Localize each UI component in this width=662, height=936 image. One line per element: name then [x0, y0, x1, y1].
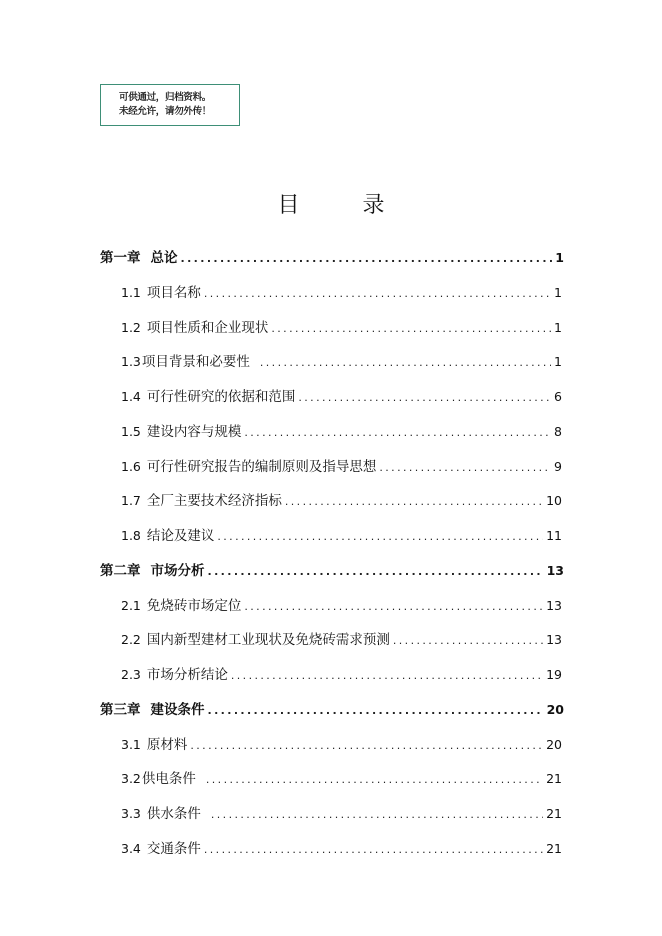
toc-entry-page: 20 — [546, 737, 562, 752]
toc-entry-chapter-1[interactable] — [100, 246, 564, 268]
toc-entry-label: 免烧砖市场定位 — [146, 598, 242, 614]
toc-entry-1-7[interactable] — [121, 489, 562, 511]
toc-entry-number: 3.2 — [121, 771, 141, 786]
toc-entry-number: 3.4 — [121, 841, 141, 856]
toc-entry-page: 1 — [554, 320, 562, 335]
toc-entry-page: 6 — [554, 389, 562, 404]
toc-entry-page: 10 — [546, 493, 562, 508]
toc-dot-leader — [204, 287, 551, 300]
toc-entry-1-5[interactable] — [121, 420, 562, 442]
toc-entry-label: 建设内容与规模 — [146, 424, 242, 440]
toc-entry-label: 供电条件 — [141, 771, 196, 787]
toc-dot-leader — [208, 704, 544, 717]
toc-entry-label: 国内新型建材工业现状及免烧砖需求预测 — [146, 632, 390, 648]
toc-entry-page: 13 — [546, 632, 562, 647]
toc-entry-number: 第二章 — [100, 563, 141, 579]
toc-entry-label: 项目名称 — [146, 285, 201, 301]
toc-entry-label: 全厂主要技术经济指标 — [146, 493, 282, 509]
toc-entry-2-2[interactable] — [121, 628, 562, 650]
toc-entry-number: 2.3 — [121, 667, 141, 682]
toc-entry-page: 11 — [546, 528, 562, 543]
toc-entry-label: 原材料 — [146, 737, 188, 753]
toc-dot-leader — [181, 252, 553, 265]
toc-dot-leader — [393, 634, 543, 647]
toc-entry-label: 交通条件 — [146, 841, 201, 857]
toc-entry-page: 9 — [554, 459, 562, 474]
toc-entry-number: 1.6 — [121, 459, 141, 474]
toc-dot-leader — [217, 530, 543, 543]
toc-entry-label: 结论及建议 — [146, 528, 215, 544]
toc-dot-leader — [190, 739, 543, 752]
confidential-stamp — [100, 84, 240, 126]
toc-entry-label: 项目背景和必要性 — [141, 354, 250, 370]
toc-entry-number: 1.3 — [121, 354, 141, 369]
toc-entry-1-4[interactable] — [121, 385, 562, 407]
toc-entry-number: 3.1 — [121, 737, 141, 752]
toc-dot-leader — [244, 426, 551, 439]
toc-entry-3-1[interactable] — [121, 733, 562, 755]
toc-entry-number: 1.8 — [121, 528, 141, 543]
stamp-line-2: 未经允许，请勿外传！ — [119, 106, 212, 117]
toc-entry-number: 3.3 — [121, 806, 141, 821]
toc-entry-chapter-2[interactable] — [100, 559, 564, 581]
toc-entry-1-8[interactable] — [121, 524, 562, 546]
toc-dot-leader — [260, 356, 551, 369]
toc-entry-label: 可行性研究报告的编制原则及指导思想 — [146, 459, 377, 475]
toc-entry-1-1[interactable] — [121, 281, 562, 303]
toc-title: 目 录 — [277, 193, 413, 218]
toc-entry-page: 13 — [546, 563, 564, 578]
toc-dot-leader — [204, 843, 543, 856]
toc-entry-number: 1.2 — [121, 320, 141, 335]
toc-entry-number: 2.1 — [121, 598, 141, 613]
toc-entry-number: 2.2 — [121, 632, 141, 647]
toc-entry-label: 项目性质和企业现状 — [146, 320, 269, 336]
toc-dot-leader — [379, 461, 551, 474]
toc-dot-leader — [298, 391, 551, 404]
toc-dot-leader — [206, 773, 543, 786]
toc-entry-number: 1.1 — [121, 285, 141, 300]
toc-entry-number: 1.7 — [121, 493, 141, 508]
toc-entry-1-6[interactable] — [121, 455, 562, 477]
toc-dot-leader — [231, 669, 543, 682]
toc-entry-page: 1 — [554, 285, 562, 300]
toc-dot-leader — [208, 565, 544, 578]
toc-dot-leader — [285, 495, 543, 508]
toc-dot-leader — [211, 808, 543, 821]
toc-entry-page: 1 — [555, 250, 564, 265]
toc-entry-label: 建设条件 — [150, 702, 205, 718]
toc-entry-1-3[interactable] — [121, 350, 562, 372]
toc-entry-number: 1.5 — [121, 424, 141, 439]
toc-entry-2-1[interactable] — [121, 594, 562, 616]
toc-entry-label: 总论 — [150, 250, 178, 266]
toc-dot-leader — [244, 600, 543, 613]
toc-entry-label: 市场分析 — [150, 563, 205, 579]
toc-entry-page: 20 — [546, 702, 564, 717]
stamp-line-1: 可供通过，归档资料。 — [119, 92, 212, 103]
toc-entry-label: 市场分析结论 — [146, 667, 228, 683]
toc-dot-leader — [271, 322, 551, 335]
toc-entry-1-2[interactable] — [121, 316, 562, 338]
toc-entry-label: 可行性研究的依据和范围 — [146, 389, 296, 405]
toc-entry-3-3[interactable] — [121, 802, 562, 824]
toc-entry-chapter-3[interactable] — [100, 698, 564, 720]
toc-entry-2-3[interactable] — [121, 663, 562, 685]
toc-entry-number: 第一章 — [100, 250, 141, 266]
toc-entry-page: 13 — [546, 598, 562, 613]
toc-entry-page: 21 — [546, 806, 562, 821]
toc-entry-3-2[interactable] — [121, 767, 562, 789]
toc-entry-label: 供水条件 — [146, 806, 201, 822]
toc-entry-number: 1.4 — [121, 389, 141, 404]
toc-entry-page: 8 — [554, 424, 562, 439]
toc-entry-page: 1 — [554, 354, 562, 369]
toc-entry-page: 21 — [546, 841, 562, 856]
toc-entry-page: 21 — [546, 771, 562, 786]
toc-entry-page: 19 — [546, 667, 562, 682]
toc-entry-number: 第三章 — [100, 702, 141, 718]
toc-entry-3-4[interactable] — [121, 837, 562, 859]
